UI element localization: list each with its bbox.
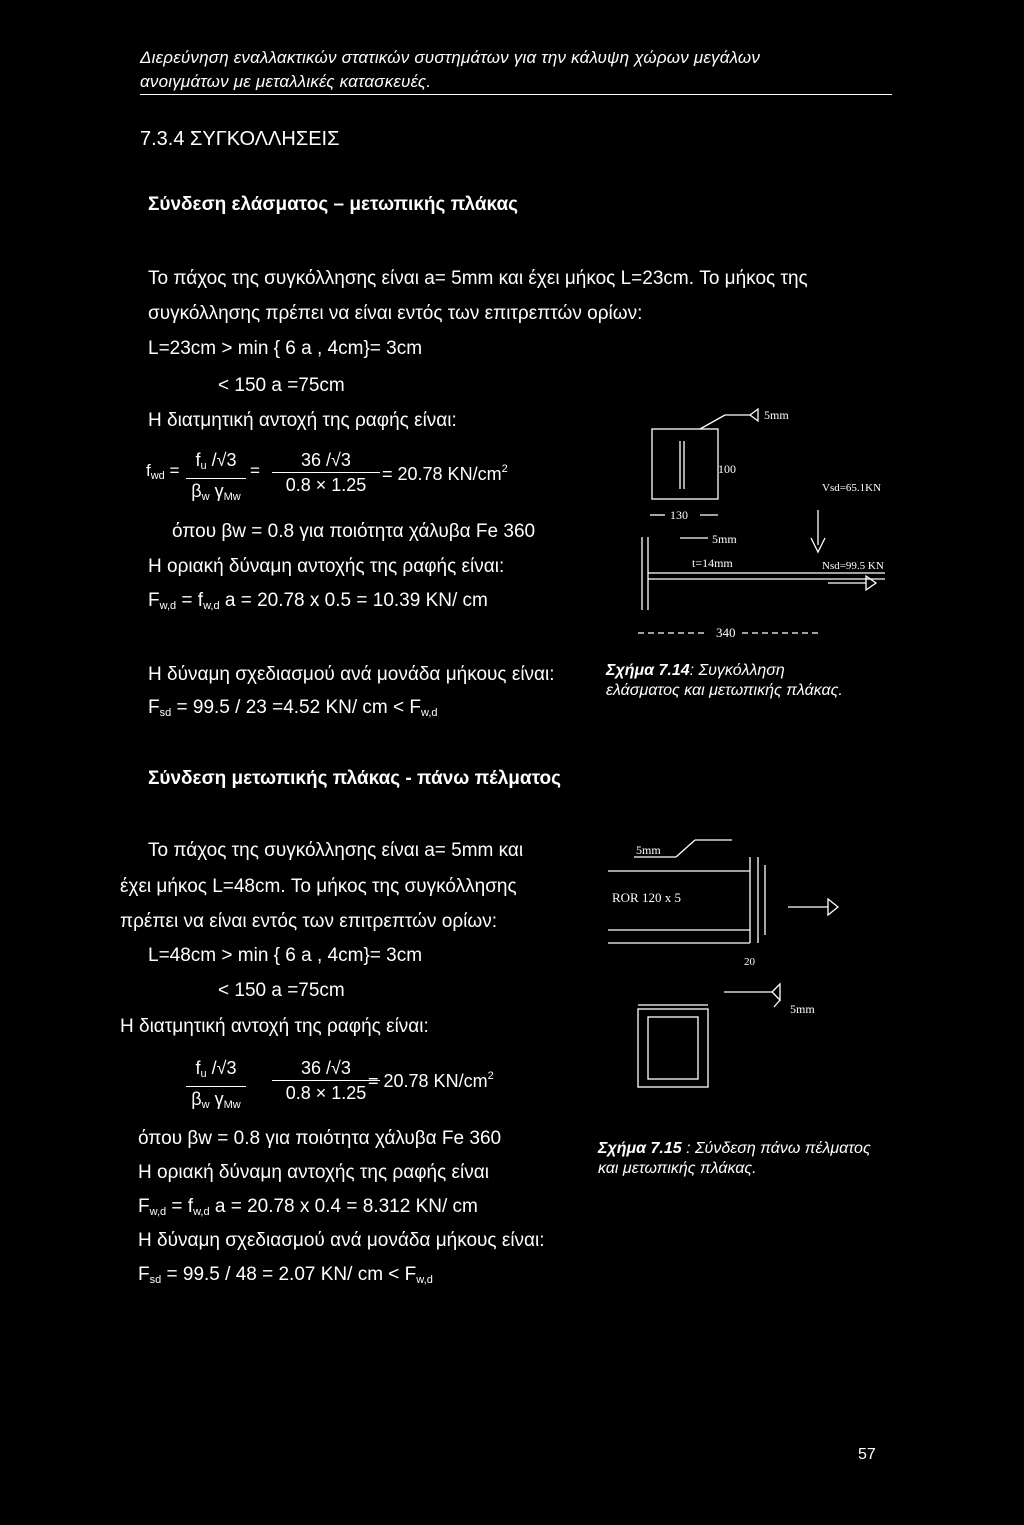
part2-fraction-2: [272, 1057, 380, 1104]
part2-formula-result: = 20.78 $KN/cm^2$: [368, 1070, 494, 1091]
fig2-label-5mm-top: 5mm: [636, 843, 661, 857]
header-line-2: ανοιγμάτων με μεταλλικές κατασκευές.: [140, 72, 432, 91]
part2-fraction-1-denominator: $\beta_w$ $\gamma_{Mw}$: [191, 1089, 241, 1111]
part1-line-2: συγκόλλησης πρέπει να είναι εντός των επιτρεπτών ορίων:: [148, 303, 643, 324]
part2-shear-intro: Η διατμητική αντοχή της ραφής είναι:: [120, 1016, 429, 1037]
part1-title: Σύνδεση ελάσματος – μετωπικής πλάκας: [148, 194, 519, 215]
part1-formula-lhs: $f_{wd}$ =: [146, 461, 180, 482]
part2-design-intro: Η δύναμη σχεδιασμού ανά μονάδα μήκους είναι:: [138, 1230, 545, 1251]
fig2-label-5mm-right: 5mm: [790, 1002, 815, 1016]
figure-7-15-caption-line-1: Σχήμα 7.15 : Σύνδεση πάνω πέλματος: [598, 1140, 871, 1157]
part1-condition-2: < 150 a =75cm: [218, 375, 345, 396]
part1-formula-result: = 20.78 $KN/cm^2$: [382, 463, 508, 484]
part1-fraction-2-denominator: 0.8 × 1.25: [285, 475, 367, 495]
part2-fraction-2-denominator: 0.8 × 1.25: [285, 1083, 367, 1103]
part1-line-1: Το πάχος της συγκόλλησης είναι a= 5mm και έχει μήκος L=23cm. Το μήκος της: [148, 268, 808, 289]
header-line-1: Διερεύνηση εναλλακτικών στατικών συστημάτων για την κάλυψη χώρων μεγάλων: [140, 48, 761, 67]
fig1-label-vsd: Vsd=65.1KN: [822, 482, 882, 494]
part1-fraction-1: [186, 449, 246, 508]
part2-fsd: $F_{sd} = 99.5 / 48 = 2.07$ KN/ cm < $F_{w,d}$: [138, 1264, 433, 1286]
part2-condition-1: L=48cm > min { 6 a , 4cm}= 3cm: [148, 945, 423, 966]
part1-design-intro: Η δύναμη σχεδιασμού ανά μονάδα μήκους είναι:: [148, 664, 555, 685]
fig2-label-ror: ROR 120 x 5: [612, 890, 681, 905]
fig1-label-nsd: Nsd=99.5 KN: [822, 560, 884, 572]
part1-condition-1: L=23cm > min { 6 a , 4cm}= 3cm: [148, 338, 423, 359]
page-number: 57: [858, 1446, 876, 1463]
fig1-label-340: 340: [716, 625, 736, 640]
part2-fraction-1: [186, 1057, 246, 1116]
fig1-label-100: 100: [718, 462, 736, 476]
part1-formula-eq-2: =: [250, 461, 260, 480]
part2-fraction-2-numerator: 36 /√3: [301, 1058, 351, 1078]
part2-where: όπου βw = 0.8 για ποιότητα χάλυβα Fe 360: [138, 1128, 502, 1149]
part1-where: όπου βw = 0.8 για ποιότητα χάλυβα Fe 360: [172, 521, 536, 542]
fig2-weld-symbol-right: [772, 984, 780, 1000]
part2-limit-intro: Η οριακή δύναμη αντοχής της ραφής είναι: [138, 1162, 489, 1183]
part2-line-1: Το πάχος της συγκόλλησης είναι a= 5mm και: [148, 840, 524, 861]
fig2-leader-top: [676, 840, 695, 857]
figure-7-15: [600, 835, 860, 1095]
part2-line-2: έχει μήκος L=48cm. Το μήκος της συγκόλλησης: [120, 876, 517, 897]
part1-fsd: $F_{sd} = 99.5 / 23 =4.52$ KN/ cm < $F_{w,d}$: [148, 697, 438, 719]
part1-fraction-2-numerator: 36 /√3: [301, 450, 351, 470]
part2-fraction-1-numerator: $f_u$ /√3: [195, 1058, 237, 1080]
figure-7-14-caption-line-1: Σχήμα 7.14: Συγκόλληση: [606, 662, 785, 679]
fig1-label-130: 130: [670, 508, 688, 522]
part1-fwd: $F_{w,d} = f_{w,d}$ a = 20.78 x 0.5 = 10.39 KN/ cm: [148, 590, 488, 612]
fig1-leader-top: [700, 415, 725, 429]
part1-fraction-1-numerator: $f_u$ /√3: [195, 450, 237, 472]
fig1-label-t: t=14mm: [692, 556, 733, 570]
part1-limit-intro: Η οριακή δύναμη αντοχής της ραφής είναι:: [148, 556, 505, 577]
part2-fwd: $F_{w,d} = f_{w,d}$ a = 20.78 x 0.4 = 8.312 KN/ cm: [138, 1196, 478, 1218]
section-title: 7.3.4 ΣΥΓΚΟΛΛΗΣΕΙΣ: [140, 128, 340, 150]
part1-fraction-2: [272, 449, 380, 496]
part1-fraction-1-denominator: $\beta_w$ $\gamma_{Mw}$: [191, 481, 241, 503]
header-rule: [140, 94, 892, 95]
fig2-label-20: 20: [744, 956, 755, 968]
part1-shear-intro: Η διατμητική αντοχή της ραφής είναι:: [148, 410, 457, 431]
fig1-section-box: [652, 429, 718, 499]
fig1-label-5mm-mid: 5mm: [712, 532, 737, 546]
fig1-label-5mm-top: 5mm: [764, 408, 789, 422]
figure-7-14: [600, 405, 920, 640]
part2-title: Σύνδεση μετωπικής πλάκας - πάνω πέλματος: [148, 768, 562, 789]
fig1-weld-symbol-top: [750, 409, 758, 421]
figure-7-15-caption-line-2: και μετωπικής πλάκας.: [598, 1160, 757, 1177]
part2-line-3: πρέπει να είναι εντός των επιτρεπτών ορίων:: [120, 911, 497, 932]
figure-7-14-caption-line-2: ελάσματος και μετωπικής πλάκας.: [606, 682, 843, 699]
part2-condition-2: < 150 a =75cm: [218, 980, 345, 1001]
